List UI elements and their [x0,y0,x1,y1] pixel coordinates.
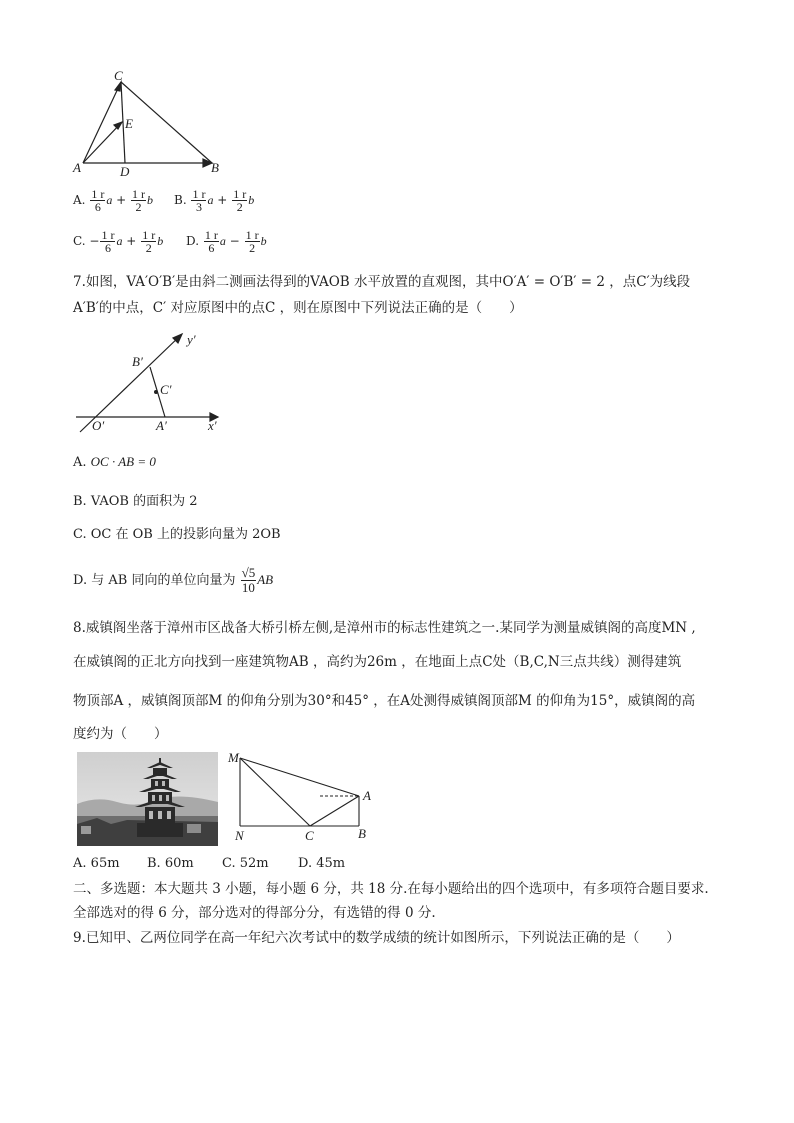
q7-stem-line-2: A′B′的中点，C′ 对应原图中的点C ，则在原图中下列说法正确的是（ ） [73,300,523,316]
q6-option-b: B. $\frac{1 r}{3}$ a + $\frac{1 r}{2}$ b [174,187,255,214]
q8-label-a: A [363,788,371,803]
q7-label-c: C′ [160,382,172,397]
q7-label-y: y′ [187,332,196,347]
q6-label-a: A [73,160,81,175]
q8-option-a: A. 65m [73,856,120,871]
q7-option-b: B. VAOB 的面积为 2 [73,494,198,509]
q8-option-d: D. 45m [298,856,346,871]
q6-arrowhead-e [114,122,122,129]
q8-stem-line-1: 8.威镇阁坐落于漳州市区战备大桥引桥左侧,是漳州市的标志性建筑之一.某同学为测量威镇阁的高度MN , [73,620,696,636]
q8-segment-ca [310,796,359,826]
q8-option-b: B. 60m [147,856,194,871]
q6-side-ac [83,82,121,163]
q8-stem-line-3: 物顶部A ，威镇阁顶部M 的仰角分别为30°和45° ，在A处测得威镇阁顶部M 的仰角为15°，威镇阁的高 [73,693,696,709]
q8-measurement-figure [225,748,385,848]
q6-label-b: B [211,160,219,175]
q7-label-o: O′ [92,418,105,433]
q9-stem-line-1: 9.已知甲、乙两位同学在高一年纪六次考试中的数学成绩的统计如图所示，下列说法正确的是（ ） [73,930,680,946]
q8-label-m: M [228,750,239,765]
pavilion-photo [77,752,218,846]
q8-label-c: C [305,828,314,843]
q8-label-n: N [235,828,244,843]
q8-segment-ma [240,758,359,796]
q6-option-d: D. $\frac{1 r}{6}$ a − $\frac{1 r}{2}$ b [186,228,267,255]
q8-option-c: C. 52m [222,856,269,871]
q8-stem-line-4: 度约为（ ） [73,726,168,742]
q8-label-b: B [358,826,366,841]
q6-vector-ae [83,122,122,163]
section2-instructions-line-1: 二、多选题：本大题共 3 小题，每小题 6 分，共 18 分.在每小题给出的四个选项中，有多项符合题目要求. [73,881,709,897]
q7-option-d: D. 与 AB 同向的单位向量为 $\frac{√5}{10}$ AB [73,565,274,595]
q6-triangle-figure [70,66,230,178]
q8-stem-line-2: 在威镇阁的正北方向找到一座建筑物AB ，高约为26m ，在地面上点C处（B,C,N三点共线）测得建筑 [73,654,682,670]
q7-label-x: x′ [208,418,217,433]
q7-point-c [154,390,158,394]
q7-label-b: B′ [132,354,143,369]
q6-label-d: D [120,164,130,178]
q7-label-a: A′ [156,418,167,433]
q6-option-c: C. − $\frac{1 r}{6}$ a + $\frac{1 r}{2}$ b [73,228,164,255]
q7-option-a: A. OC · AB = 0 [73,454,156,470]
q6-arrowhead-c [115,82,121,91]
q6-option-a: A. $\frac{1 r}{6}$ a + $\frac{1 r}{2}$ b [73,187,154,214]
q7-option-c: C. OC 在 OB 上的投影向量为 2OB [73,527,281,542]
q6-label-c: C [114,68,123,83]
q6-label-e: E [125,116,133,131]
q8-segment-mc [240,758,310,826]
q6-side-cb [121,82,212,163]
q7-oblique-figure [70,322,230,442]
q7-stem-line-1: 7.如图，VA′O′B′是由斜二测画法得到的VAOB 水平放置的直观图，其中O′A′ = O′B′ = 2 ，点C′为线段 [73,274,691,290]
section2-instructions-line-2: 全部选对的得 6 分，部分选对的得部分分，有选错的得 0 分. [73,905,436,921]
